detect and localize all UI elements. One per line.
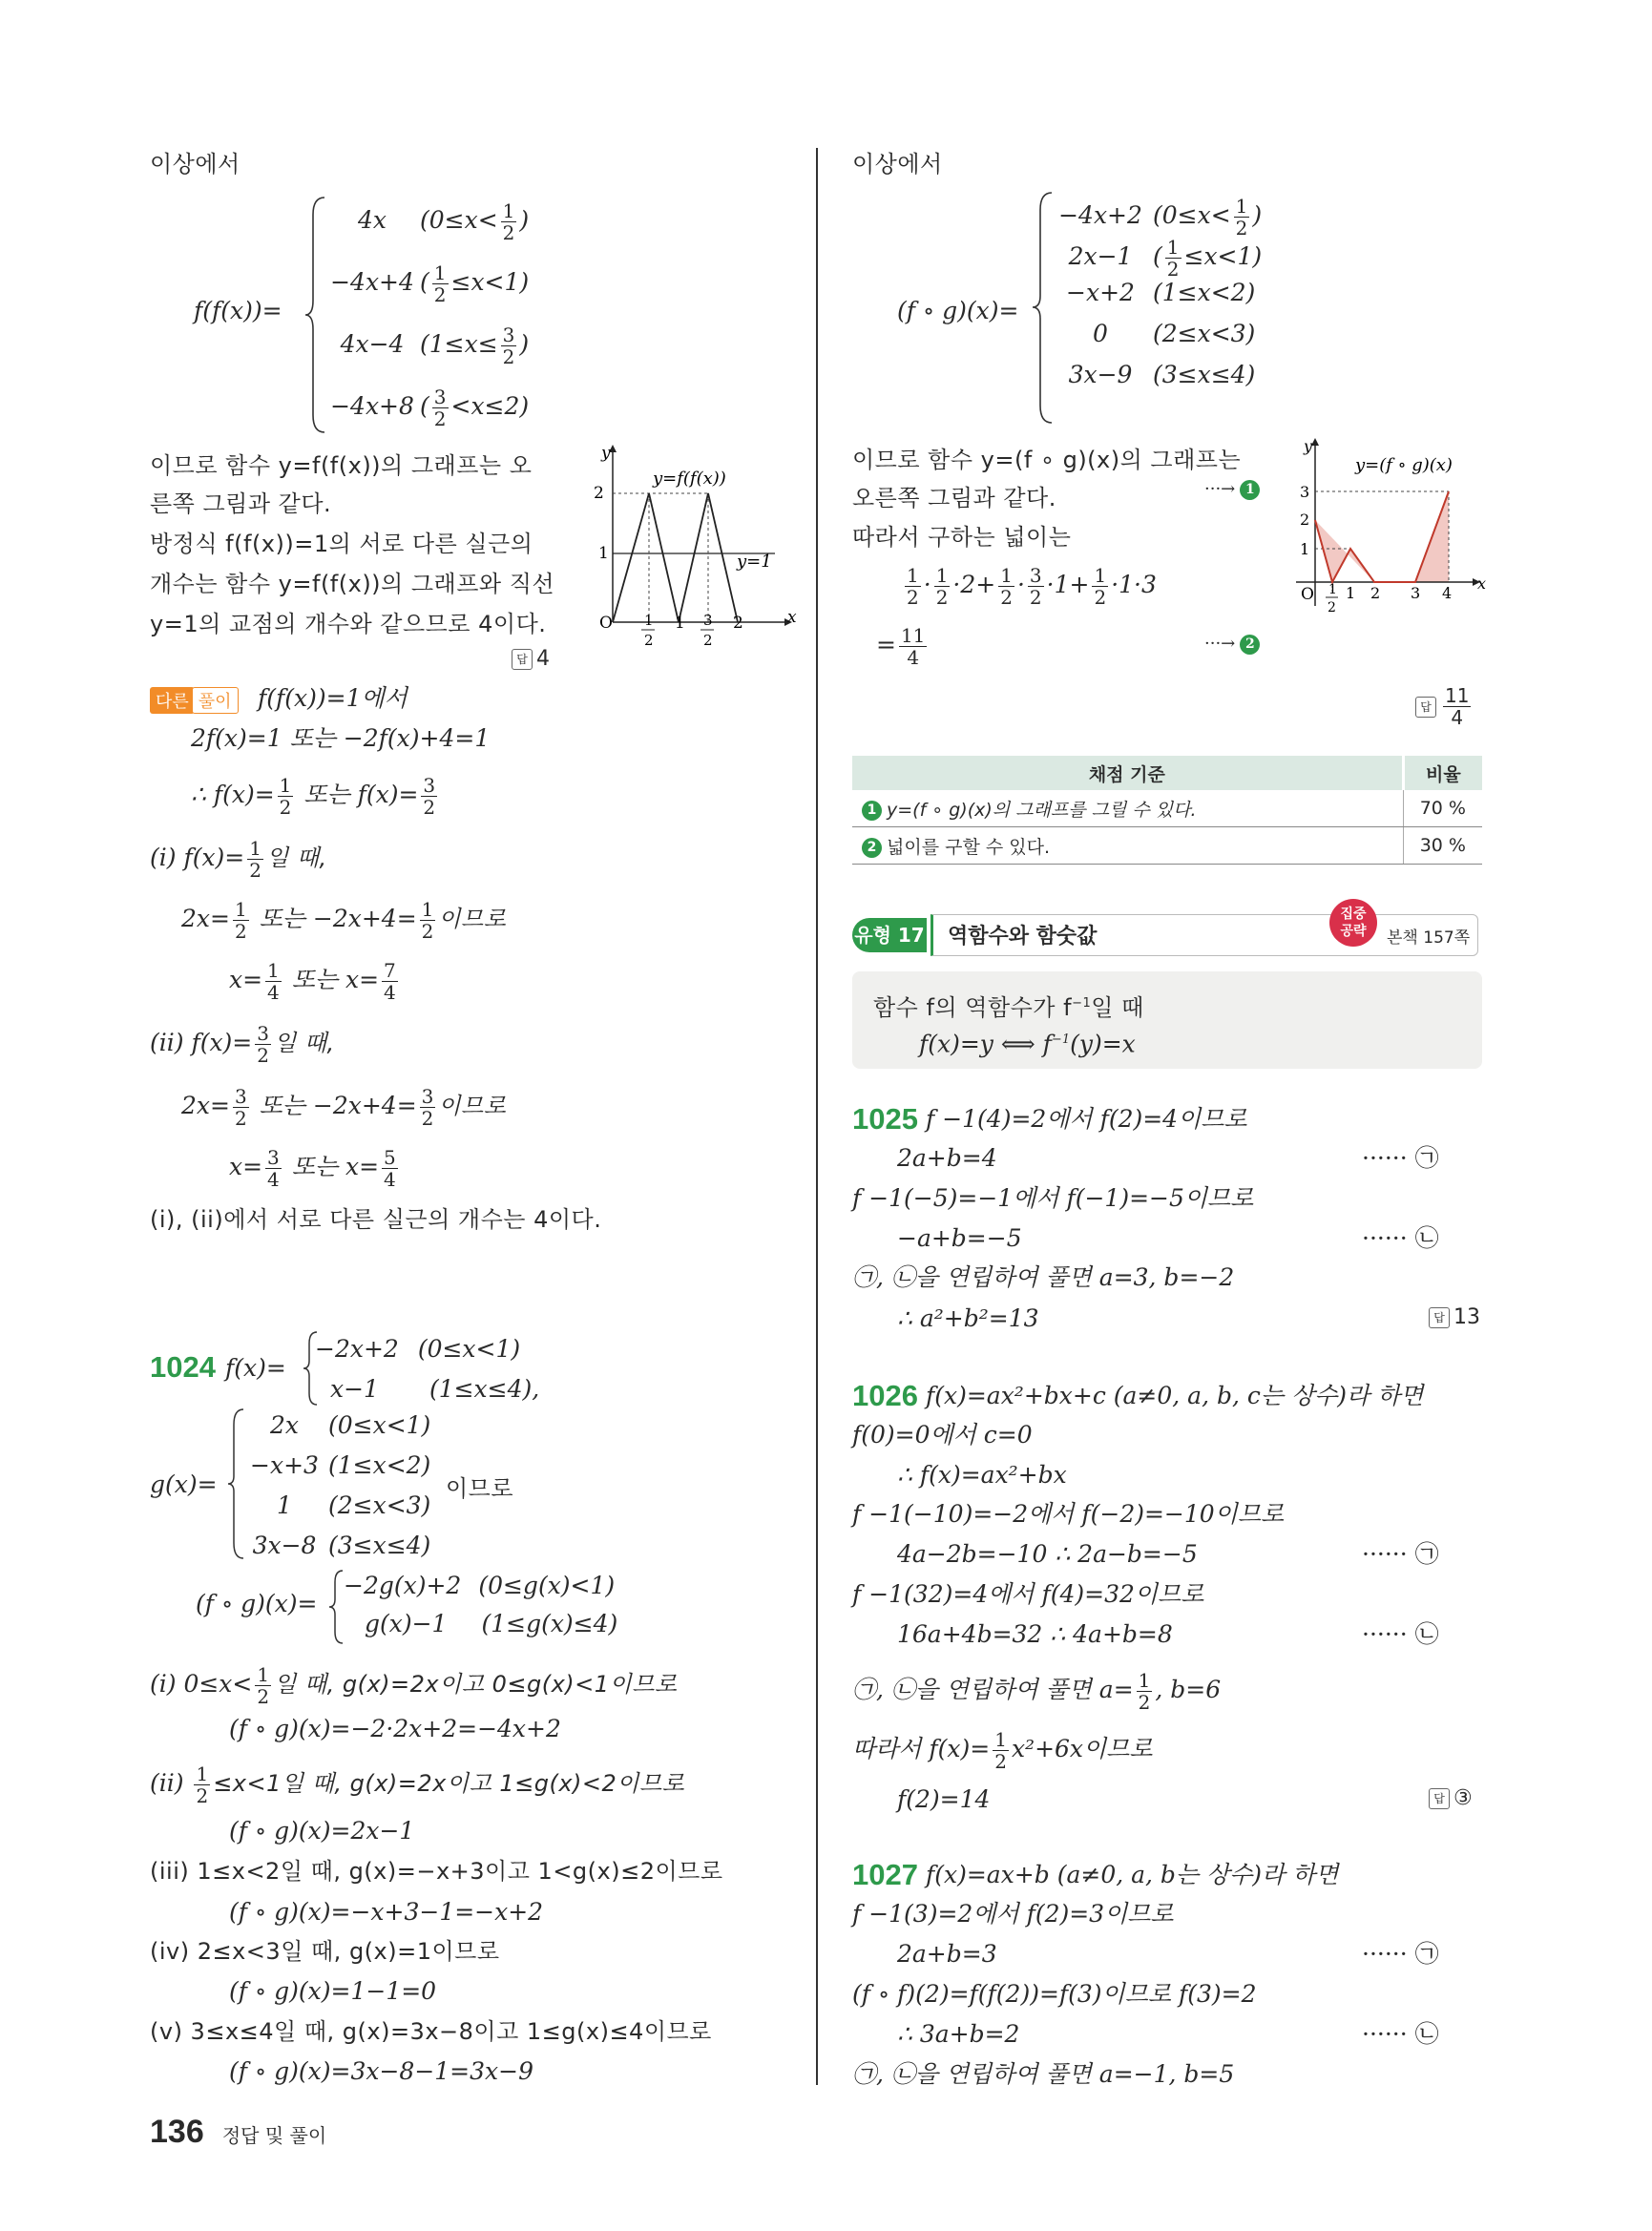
alt-line1: f(f(x))=1에서 [258, 684, 408, 712]
answer-3: 답 ③ [1429, 1786, 1473, 1810]
type-badge: 유형 17 [852, 918, 927, 952]
left-p1-line4: 개수는 함수 y=f(f(x))의 그래프와 직선 [150, 571, 555, 597]
area-result: = $\frac{11}{4}$ [876, 624, 926, 669]
case-conclusion: (i), (ii)에서 서로 다른 실근의 개수는 4이다. [150, 1206, 602, 1233]
fg-right-case-2: 2x−1 ( $\frac{1}{2}$ ≤x<1) [1068, 236, 1263, 281]
g-def-label: g(x)= [150, 1470, 218, 1498]
step-v: (v) 3≤x≤4일 때, g(x)=3x−8이고 1≤g(x)≤4이므로 [150, 2018, 712, 2045]
problem-1024-number: 1024 [150, 1350, 216, 1384]
mark-2: ···→ 2 [1204, 634, 1265, 655]
p1026-tag2: ······ ㉡ [1362, 1620, 1439, 1648]
p1025-line2: 2a+b=4 [897, 1144, 997, 1172]
step-iii: (iii) 1≤x<2일 때, g(x)=−x+3이고 1<g(x)≤2이므로 [150, 1858, 723, 1885]
x-tick-half-num: 1 [644, 612, 654, 629]
p1025-line1: f −1(4)=2에서 f(2)=4이므로 [926, 1105, 1247, 1133]
type-17-header [852, 907, 1482, 957]
alt-line3: ∴ f(x)= $\frac{1}{2}$ 또는 f(x)= $\frac{3}{2}$ [191, 774, 436, 819]
y-axis-label-2: y [1304, 437, 1313, 455]
p1027-line3: 2a+b=3 [897, 1940, 997, 1968]
step-v-result: (f ∘ g)(x)=3x−8−1=3x−9 [229, 2057, 533, 2085]
ff-case-2: −4x+4 ( $\frac{1}{2}$ ≤x<1) [330, 261, 530, 306]
alt-line2: 2f(x)=1 또는 −2f(x)+4=1 [191, 724, 491, 752]
hint-line1: 함수 f의 역함수가 $f^{-1}$일 때 [873, 994, 1144, 1021]
p1026-line9: 따라서 f(x)= $\frac{1}{2}$ x²+6x이므로 [852, 1728, 1153, 1773]
step-iv: (iv) 2≤x<3일 때, g(x)=1이므로 [150, 1938, 500, 1965]
x-tick-half-num-2: 1 [1328, 582, 1337, 597]
graph-ffx [584, 441, 797, 656]
fgx-label: y=(f ∘ g)(x) [1355, 455, 1453, 475]
p1026-line4: f −1(−10)=−2에서 f(−2)=−10이므로 [852, 1500, 1285, 1528]
page-footer-text: 정답 및 풀이 [221, 2124, 327, 2147]
y-axis-label: y [601, 444, 611, 463]
page-footer [150, 2114, 326, 2151]
right-p1-line3: 따라서 구하는 넓이는 [852, 524, 1072, 551]
step-iii-result: (f ∘ g)(x)=−x+3−1=−x+2 [229, 1898, 544, 1926]
g-case-1: 2x (0≤x<1) [269, 1411, 431, 1439]
g-case-2: −x+3 (1≤x<2) [250, 1451, 431, 1479]
p1025-line5: ㉠, ㉡을 연립하여 풀면 a=3, b=−2 [852, 1263, 1235, 1291]
y-tick-3: 3 [1300, 483, 1310, 501]
graph-fgx [1286, 434, 1487, 635]
step-i: (i) 0≤x< $\frac{1}{2}$ 일 때, g(x)=2x이고 0≤g(x)<1이므로 [150, 1663, 678, 1708]
case-i-sol: x= $\frac{1}{4}$ 또는 x= $\frac{7}{4}$ [229, 959, 396, 1004]
p1026-tag1: ······ ㉠ [1362, 1540, 1439, 1568]
origin-label-2: O [1301, 585, 1314, 604]
type-title: 역함수와 함숫값 [948, 925, 1098, 949]
p1026-line1: f(x)=ax²+bx+c (a≠0, a, b, c는 상수)라 하면 [926, 1382, 1424, 1409]
fg-right-case-1: −4x+2 (0≤x< $\frac{1}{2}$ ) [1058, 195, 1263, 240]
g-case-4: 3x−8 (3≤x≤4) [252, 1532, 431, 1559]
fg-case-1: −2g(x)+2 (0≤g(x)<1) [344, 1572, 616, 1599]
y1-label: y=1 [737, 552, 772, 572]
fg-right-case-5: 3x−9 (3≤x≤4) [1068, 361, 1256, 388]
step-i-result: (f ∘ g)(x)=−2·2x+2=−4x+2 [229, 1715, 561, 1742]
intro-right: 이상에서 [852, 151, 943, 177]
p1025-line4: −a+b=−5 [897, 1224, 1022, 1252]
x-tick-3half-num: 3 [703, 612, 713, 629]
p1026-line5: 4a−2b=−10 ∴ 2a−b=−5 [897, 1540, 1198, 1568]
f-def-label: f(x)= [225, 1354, 286, 1382]
right-p1-line1: 이므로 함수 y=(f ∘ g)(x)의 그래프는 [852, 447, 1242, 473]
ff-case-4: −4x+8 ( $\frac{3}{2}$ <x≤2) [330, 386, 530, 430]
left-p1-line3: 방정식 f(f(x))=1의 서로 다른 실근의 [150, 531, 533, 557]
score-row-1: 1 y=(f ∘ g)(x)의 그래프를 그릴 수 있다. 70 % [852, 790, 1482, 827]
p1027-line2: f −1(3)=2에서 f(2)=3이므로 [852, 1900, 1174, 1928]
answer-11-4: 답 $\frac{11}{4}$ [1415, 685, 1474, 728]
right-p1-line2: 오른쪽 그림과 같다. [852, 485, 1056, 511]
p1027-tag1: ······ ㉠ [1362, 1940, 1439, 1968]
hint-box [852, 971, 1482, 1069]
ffx-curve [613, 493, 738, 622]
score-row-2: 2 넓이를 구할 수 있다. 30 % [852, 827, 1482, 865]
ff-case-3: 4x−4 (1≤x≤ $\frac{3}{2}$ ) [340, 323, 530, 368]
x-tick-half-den: 2 [644, 632, 654, 649]
scoring-table [852, 756, 1482, 865]
case-i-head: (i) f(x)= $\frac{1}{2}$ 일 때, [150, 837, 327, 882]
answer-4: 답 4 [512, 647, 550, 671]
step-iv-result: (f ∘ g)(x)=1−1=0 [229, 1977, 437, 2005]
problem-1025-number: 1025 [852, 1102, 918, 1136]
fg-right-case-4: 0 (2≤x<3) [1093, 320, 1256, 347]
p1026-line2: f(0)=0에서 c=0 [852, 1421, 1033, 1449]
y-tick-1: 1 [598, 544, 609, 563]
x-tick-4b: 4 [1442, 584, 1453, 602]
answer-13: 답 13 [1429, 1305, 1480, 1329]
g-suffix: 이므로 [446, 1475, 514, 1502]
x-tick-3half-den: 2 [703, 632, 713, 649]
p1025-line3: f −1(−5)=−1에서 f(−1)=−5이므로 [852, 1184, 1254, 1212]
score-header-ratio: 비율 [1403, 756, 1482, 790]
problem-1026-number: 1026 [852, 1379, 918, 1412]
p1026-line7: 16a+4b=32 ∴ 4a+b=8 [897, 1620, 1173, 1648]
g-case-3: 1 (2≤x<3) [277, 1491, 431, 1519]
left-p1-line2: 른쪽 그림과 같다. [150, 490, 332, 517]
alt-solution-tag: 다른 풀이 [150, 687, 239, 714]
p1026-line6: f −1(32)=4에서 f(4)=32이므로 [852, 1580, 1204, 1608]
x-tick-2b: 2 [1370, 584, 1381, 602]
p1026-line3: ∴ f(x)=ax²+bx [897, 1461, 1067, 1489]
case-ii-head: (ii) f(x)= $\frac{3}{2}$ 일 때, [150, 1022, 335, 1067]
p1025-tag1: ······ ㉠ [1362, 1144, 1439, 1172]
p1026-line8: ㉠, ㉡을 연립하여 풀면 a= $\frac{1}{2}$ , b=6 [852, 1669, 1222, 1714]
y-tick-1b: 1 [1300, 540, 1310, 558]
p1027-line5: ∴ 3a+b=2 [897, 2020, 1020, 2048]
ff-case-1: 4x (0≤x< $\frac{1}{2}$ ) [357, 199, 530, 244]
x-tick-1b: 1 [1346, 584, 1356, 602]
p1027-line4: (f ∘ f)(2)=f(f(2))=f(3)이므로 f(3)=2 [852, 1980, 1257, 2008]
x-tick-1: 1 [675, 614, 685, 633]
origin-label: O [599, 614, 613, 633]
p1026-line10: f(2)=14 [897, 1785, 991, 1813]
fg-right-case-3: −x+2 (1≤x<2) [1066, 279, 1256, 306]
score-header-criteria: 채점 기준 [852, 756, 1403, 790]
x-tick-3b: 3 [1411, 584, 1421, 602]
fg-case-2: g(x)−1 (1≤g(x)≤4) [365, 1610, 618, 1637]
mark-1: ···→ 1 [1204, 479, 1265, 500]
page-number: 136 [150, 2114, 204, 2150]
ff-label: f(f(x))= [194, 297, 282, 324]
book-ref: 본책 157쪽 [1387, 928, 1471, 948]
fg-right-label: (f ∘ g)(x)= [897, 297, 1019, 324]
y-tick-2: 2 [594, 484, 604, 503]
y-tick-2b: 2 [1300, 511, 1310, 529]
p1027-tag2: ······ ㉡ [1362, 2020, 1439, 2048]
step-ii-result: (f ∘ g)(x)=2x−1 [229, 1817, 415, 1845]
f-case-1: −2x+2 (0≤x<1) [315, 1335, 521, 1363]
case-ii-sol: x= $\frac{3}{4}$ 또는 x= $\frac{5}{4}$ [229, 1146, 396, 1191]
problem-1027-number: 1027 [852, 1858, 918, 1891]
area-expression: $\frac{1}{2}$ · $\frac{1}{2}$ ·2+ $\frac{1}{2}$ · $\frac{3}{2}$ ·1+ $\frac{1}{2}$ ·1·3 [907, 564, 1157, 609]
focus-badge: 집중 공략 [1329, 899, 1377, 947]
ffx-label: y=f(f(x)) [653, 469, 726, 489]
column-divider [816, 148, 818, 2085]
x-tick-2: 2 [733, 614, 743, 633]
case-i-eq: 2x= $\frac{1}{2}$ 또는 −2x+4= $\frac{1}{2}$ 이므로 [181, 898, 507, 943]
x-tick-half-den-2: 2 [1328, 600, 1336, 615]
x-axis-label: x [787, 608, 797, 627]
intro-left: 이상에서 [150, 151, 240, 177]
fg-def-label: (f ∘ g)(x)= [196, 1590, 318, 1617]
p1025-tag2: ······ ㉡ [1362, 1224, 1439, 1252]
f-case-2: x−1 (1≤x≤4), [330, 1375, 540, 1403]
x-axis-label-2: x [1477, 574, 1487, 593]
p1025-line6: ∴ a²+b²=13 [897, 1304, 1039, 1332]
p1027-line1: f(x)=ax+b (a≠0, a, b는 상수)라 하면 [926, 1861, 1339, 1888]
hint-line2: f(x)=y ⟺ $f^{-1}(y)=x$ [919, 1030, 1136, 1058]
case-ii-eq: 2x= $\frac{3}{2}$ 또는 −2x+4= $\frac{3}{2}$ 이므로 [181, 1085, 507, 1130]
p1027-line6: ㉠, ㉡을 연립하여 풀면 a=−1, b=5 [852, 2060, 1235, 2088]
left-p1-line5: y=1의 교점의 개수와 같으므로 4이다. [150, 611, 547, 637]
step-ii: (ii) $\frac{1}{2}$ ≤x<1일 때, g(x)=2x이고 1≤g(x)<2이므로 [150, 1762, 685, 1807]
left-p1-line1: 이므로 함수 y=f(f(x))의 그래프는 오 [150, 452, 533, 479]
